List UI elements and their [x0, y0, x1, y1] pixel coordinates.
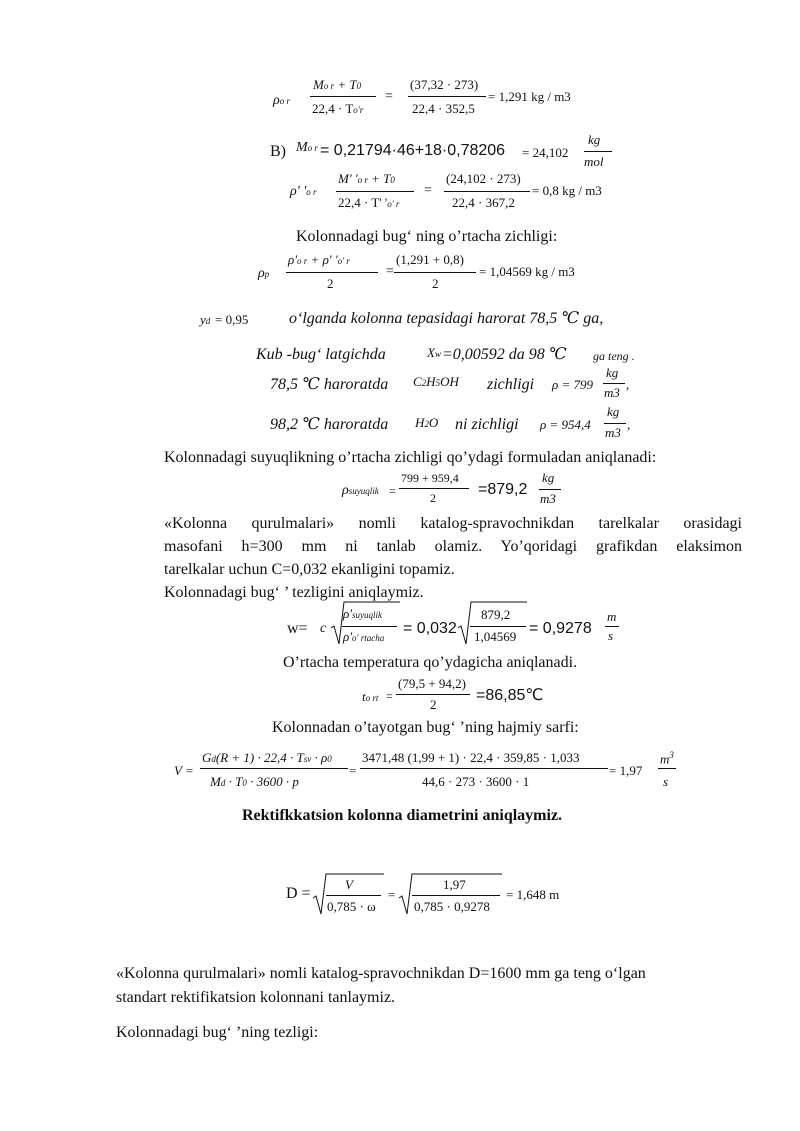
- sqrt-denominator-value: 0,785 · 0,9278: [414, 899, 490, 914]
- fraction-bar: [658, 768, 676, 769]
- temperature-symbol: to rt: [362, 689, 379, 704]
- fraction-bar: [584, 151, 612, 152]
- fraction-denominator: 22,4 · To'r: [312, 101, 364, 116]
- paragraph-line: masofani h=300 mm ni tanlab olamiz. Yo’qoridagi grafikdan elaksimon: [164, 538, 742, 555]
- fraction-denominator: 22,4 · T' 'o' r: [338, 195, 400, 210]
- fraction-numerator: ρ'o r + ρ' 'o' r: [288, 252, 350, 267]
- fraction-bar: [394, 272, 476, 273]
- fraction-numerator: Gd(R + 1) · 22,4 · Tsv · ρ0: [202, 750, 332, 765]
- sqrt-denominator-value: 1,04569: [474, 629, 517, 644]
- unit-denominator: m3: [604, 385, 620, 400]
- paragraph-line: «Kolonna qurulmalari» nomli katalog-spravochnikdan tarelkalar orasidagi: [164, 515, 742, 532]
- fraction-denominator: Md · T0 · 3600 · p: [210, 774, 299, 789]
- fraction-denominator-values: 2: [430, 697, 437, 712]
- sqrt-denominator: ρ'o' rtacha: [343, 629, 385, 644]
- unit-numerator: kg: [542, 470, 555, 485]
- fraction-bar: [200, 768, 348, 769]
- fraction-denominator-values: 22,4 · 352,5: [412, 101, 475, 116]
- unit-denominator: mol: [584, 154, 604, 169]
- fraction-bar: [412, 895, 500, 896]
- equals-sign: =: [385, 89, 393, 104]
- heading-average-temperature: O’rtacha temperatura qo’ydagicha aniqlanadi.: [283, 654, 578, 671]
- equals-sign: =: [389, 484, 396, 498]
- kub-tail: ga teng .: [593, 349, 635, 363]
- xw-value: =0,00592 da 98 ℃: [442, 346, 567, 363]
- molar-mass-expression: = 0,21794·46+18·0,78206: [320, 142, 506, 159]
- heading-column-diameter: Rektifkkatsion kolonna diametrini aniqlaymiz.: [242, 807, 563, 824]
- water-density-label: ni zichligi: [455, 416, 519, 433]
- equals-sign: =: [424, 183, 432, 198]
- fraction-numerator-values: 3471,48 (1,99 + 1) · 22,4 · 359,85 · 1,033: [362, 750, 580, 765]
- coefficient-value: = 0,032: [403, 620, 457, 637]
- fraction-bar: [399, 488, 469, 489]
- fraction-bar: [470, 626, 526, 627]
- equals-sign: =: [386, 689, 393, 703]
- volume-symbol: V =: [174, 763, 194, 778]
- coefficient-c: c: [320, 621, 327, 636]
- yd-value: = 0,95: [215, 312, 249, 327]
- xw-symbol: Xw: [427, 345, 441, 360]
- velocity-label: w=: [287, 620, 308, 637]
- fraction-bar: [310, 96, 376, 97]
- molar-mass-symbol: Mo r: [296, 140, 318, 155]
- label-b: B): [270, 143, 286, 160]
- fraction-bar: [396, 694, 470, 695]
- unit-denominator: s: [663, 774, 669, 789]
- water-density-value: ρ = 954,4: [540, 417, 591, 432]
- rho-symbol: ρ' 'o r: [290, 184, 317, 199]
- paragraph-vapor-velocity: Kolonnadagi bug‘ ’ning tezligi:: [116, 1024, 319, 1041]
- unit-denominator: m3: [540, 491, 556, 506]
- yd-symbol: yd: [200, 312, 211, 327]
- fraction-bar: [605, 626, 619, 627]
- result-value: = 24,102: [522, 145, 569, 160]
- unit-numerator: m: [607, 609, 617, 624]
- heading-average-density: Kolonnadagi bug‘ ning o’rtacha zichligi:: [296, 228, 558, 245]
- fraction-bar: [342, 626, 397, 627]
- paragraph-line: tarelkalar uchun C=0,032 ekanligini topamiz.: [164, 561, 455, 578]
- fraction-numerator: Mo r + T0: [313, 77, 362, 92]
- equals-sign: =: [386, 264, 394, 279]
- result-value: = 1,648 m: [506, 887, 560, 902]
- paragraph-liquid-density: Kolonnadagi suyuqlikning o’rtacha zichligi qo’ydagi formuladan aniqlanadi:: [164, 449, 657, 466]
- fraction-numerator-values: (1,291 + 0,8): [396, 252, 464, 267]
- equals-sign: =: [388, 887, 396, 902]
- ethanol-formula: C2H5OH: [413, 374, 459, 389]
- result-value: = 0,9278: [529, 620, 592, 637]
- fraction-bar: [286, 272, 378, 273]
- fraction-numerator: M' 'o r + T0: [338, 171, 395, 186]
- ethanol-density-value: ρ = 799: [552, 377, 594, 392]
- result-value: =86,85℃: [476, 687, 544, 704]
- yd-description: o‘lganda kolonna tepasidagi harorat 78,5 ℃ ga,: [289, 310, 604, 327]
- fraction-bar: [326, 895, 381, 896]
- sqrt-numerator: ρ'suyuqlik: [343, 606, 383, 621]
- fraction-numerator-values: 799 + 959,4: [401, 471, 459, 485]
- ethanol-temperature-text: 78,5 ℃ haroratda: [270, 376, 389, 393]
- equals-sign: =: [349, 763, 357, 778]
- unit-denominator: m3: [605, 425, 621, 440]
- rho-liquid-symbol: ρsuyuqlik: [342, 483, 379, 498]
- diameter-label: D =: [286, 885, 311, 902]
- comma: ,: [626, 377, 630, 392]
- fraction-denominator-values: 2: [430, 491, 436, 505]
- rho-symbol: ρp: [258, 266, 270, 281]
- water-temperature-text: 98,2 ℃ haroratda: [270, 416, 389, 433]
- unit-numerator: kg: [606, 365, 619, 380]
- unit-denominator: s: [608, 628, 614, 643]
- result-value: = 1,97: [609, 763, 643, 778]
- heading-volumetric-flow: Kolonnadan o’tayotgan bug‘ ’ning hajmiy sarfi:: [272, 719, 579, 736]
- rho-symbol: ρo r: [273, 93, 290, 108]
- unit-numerator: kg: [588, 132, 601, 147]
- paragraph-line: standart rektifikatsion kolonnani tanlaymiz.: [116, 989, 396, 1006]
- paragraph-line: «Kolonna qurulmalari» nomli katalog-spravochnikdan D=1600 mm ga teng o‘lgan: [116, 965, 646, 982]
- sqrt-numerator-value: 1,97: [443, 877, 466, 892]
- fraction-bar: [539, 489, 561, 490]
- fraction-numerator-values: (79,5 + 94,2): [398, 676, 466, 691]
- fraction-bar: [604, 423, 626, 424]
- unit-numerator: $m^3$: [660, 750, 674, 767]
- sqrt-numerator-value: 879,2: [481, 607, 511, 622]
- fraction-bar: [444, 191, 530, 192]
- fraction-bar: [408, 96, 486, 97]
- result-value: = 1,04569 kg / m3: [479, 264, 575, 279]
- result-value: =879,2: [478, 481, 528, 498]
- fraction-numerator-values: (24,102 · 273): [446, 171, 521, 186]
- fraction-numerator-values: (37,32 · 273): [410, 77, 479, 92]
- unit-numerator: kg: [607, 404, 620, 419]
- water-formula: H2O: [415, 415, 439, 430]
- fraction-bar: [360, 768, 608, 769]
- fraction-bar: [603, 383, 625, 384]
- fraction-denominator: 2: [327, 276, 334, 291]
- comma: ,: [627, 417, 631, 432]
- sqrt-denominator: 0,785 · ω: [327, 899, 376, 914]
- ethanol-density-label: zichligi: [487, 376, 535, 393]
- fraction-denominator-values: 2: [432, 276, 439, 291]
- fraction-bar: [336, 191, 414, 192]
- sqrt-numerator: V: [345, 877, 353, 892]
- paragraph-line: Kolonnadagi bug‘ ’ tezligini aniqlaymiz.: [164, 584, 424, 601]
- result-value: = 1,291 kg / m3: [488, 89, 571, 104]
- result-value: = 0,8 kg / m3: [532, 183, 602, 198]
- fraction-denominator-values: 44,6 · 273 · 3600 · 1: [422, 774, 530, 789]
- kub-text: Kub -bug‘ latgichda: [256, 346, 386, 363]
- fraction-denominator-values: 22,4 · 367,2: [452, 195, 515, 210]
